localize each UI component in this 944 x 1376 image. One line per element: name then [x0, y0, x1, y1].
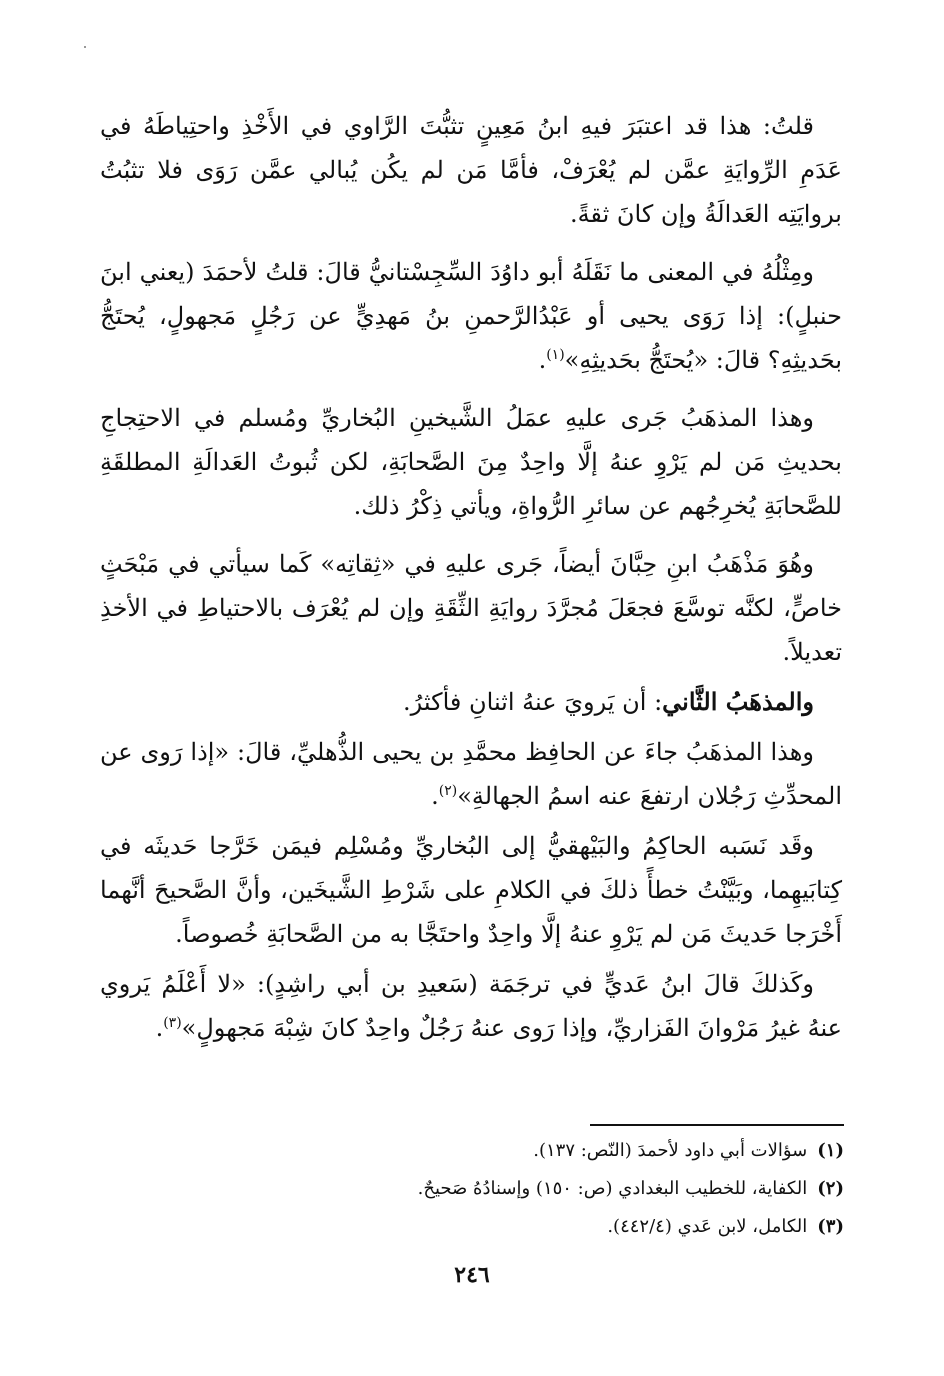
footnote-1 [400, 1132, 844, 1170]
paragraph-7-text: وقَد نَسَبه الحاكِمُ والبَيْهقيُّ إلى البُخاريِّ ومُسْلِم فيمَن خَرَّجا حَديثَه في كِتابَيهِما، وبَيَّنْتُ خطأً ذلكَ في الكلامِ على شَرْطِ الشَّيخَين، وأنَّ الصَّحيحَ أنَّهما أَخْرَجا حَديثَ مَن لم يَرْوِ عنهُ إلَّا واحِدٌ واحتَجَّا به من الصَّحابَةِ خُصوصاً. [100, 832, 842, 948]
footnote-1-number: (١) [817, 1140, 844, 1161]
paragraph-6 [100, 730, 842, 818]
footnote-divider [590, 1124, 844, 1126]
paragraph-8-end: . [155, 1014, 164, 1042]
paragraph-2-text: ومِثْلُهُ في المعنى ما نَقَلَهُ أبو داوُدَ السِّجِسْتانيُّ قالَ: قلتُ لأحمَدَ (يعني ابنَ حنبلٍ): إذا رَوَى يحيى أو عَبْدُالرَّحمنِ بنُ مَهدِيٍّ عن رَجُلٍ مَجهولٍ، يُحتَجُّ بحَديثِهِ؟ قالَ: «يُحتَجُّ بحَديثِهِ» [100, 258, 842, 374]
paragraph-3-text: وهذا المذهَبُ جَرى عليهِ عمَلُ الشَّيخينِ البُخاريِّ ومُسلم في الاحتِجاجِ بحديثِ مَن لم يَرْوِ عنهُ إلَّا واحِدٌ مِنَ الصَّحابَةِ، لكن ثُبوتُ العَدالَةِ المطلقَةِ للصَّحابَةِ يُخرِجُهم عن سائرِ الرُّواةِ، ويأتي ذِكْرُ ذلك. [100, 404, 842, 520]
paragraph-8-text: وكَذلكَ قالَ ابنُ عَديٍّ في ترجَمَة (سَعيدِ بن أبي راشِدٍ): «لا أَعْلَمُ يَروي عنهُ غيرُ مَرْوانَ الفَزاريِّ، وإذا رَوى عنهُ رَجُلٌ واحِدٌ كانَ شِبْهَ مَجهولٍ» [100, 970, 842, 1042]
paragraph-4-text: وهُوَ مَذْهَبُ ابنِ حِبَّانَ أيضاً، جَرى عليهِ في «ثِقاتِه» كَما سيأتي في مَبْحَثٍ خاصٍّ، لكنَّه توسَّعَ فجعَلَ مُجرَّدَ روايَةِ الثِّقَةِ وإن لم يُعْرَف بالاحتياطِ في الأخذِ تعديلاً. [100, 550, 842, 666]
paragraph-2-end: . [538, 346, 547, 374]
scan-speck [84, 46, 86, 48]
footnote-1-text: سؤالات أبي داود لأحمدَ (النّص: ١٣٧). [533, 1140, 808, 1161]
footnote-ref-1[interactable]: (١) [546, 347, 565, 363]
footnote-3 [400, 1208, 844, 1246]
footnote-2-number: (٢) [817, 1178, 844, 1199]
footnote-3-number: (٣) [817, 1216, 844, 1237]
footnote-ref-3[interactable]: (٣) [163, 1015, 182, 1031]
section-heading-second-madhhab: والمذهَبُ الثَّاني [662, 687, 814, 716]
paragraph-4 [100, 542, 842, 674]
paragraph-5-text: : أن يَرويَ عنهُ اثنانِ فأكثرُ. [403, 688, 663, 716]
body-text [100, 104, 842, 1064]
footnote-3-text: الكامل، لابن عَدي (٤٤٢/٤). [607, 1216, 808, 1237]
paragraph-6-end: . [431, 782, 439, 810]
footnote-2-text: الكفاية، للخطيب البغدادي (ص: ١٥٠) وإسنادُهُ صَحيحٌ. [417, 1178, 808, 1199]
paragraph-1 [100, 104, 842, 236]
paragraph-7 [100, 824, 842, 956]
paragraph-6-text: وهذا المذهَبُ جاءَ عن الحافِظ محمَّدِ بن يحيى الذُّهليِّ، قالَ: «إذا رَوى عن المحدِّثِ رَجُلان ارتفعَ عنه اسمُ الجهالةِ» [100, 738, 842, 810]
paragraph-5 [100, 680, 842, 724]
footnotes [400, 1132, 844, 1246]
page-number: ٢٤٦ [454, 1262, 490, 1288]
paragraph-2 [100, 250, 842, 382]
footnote-2 [400, 1170, 844, 1208]
paragraph-8 [100, 962, 842, 1050]
footnote-ref-2[interactable]: (٢) [438, 783, 458, 799]
paragraph-1-text: قلتُ: هذا قد اعتبَرَ فيهِ ابنُ مَعِينٍ تثبُّتَ الرَّاوي في الأَخْذِ واحتِياطَهُ في عَدَمِ الرِّوايَةِ عمَّن لم يُعْرَفْ، فأمَّا مَن لم يكُن يُبالي عمَّن رَوَى فلا تثبُتُ بروايَتِه العَدالَةُ وإن كانَ ثقةً. [100, 112, 842, 228]
paragraph-3 [100, 396, 842, 528]
